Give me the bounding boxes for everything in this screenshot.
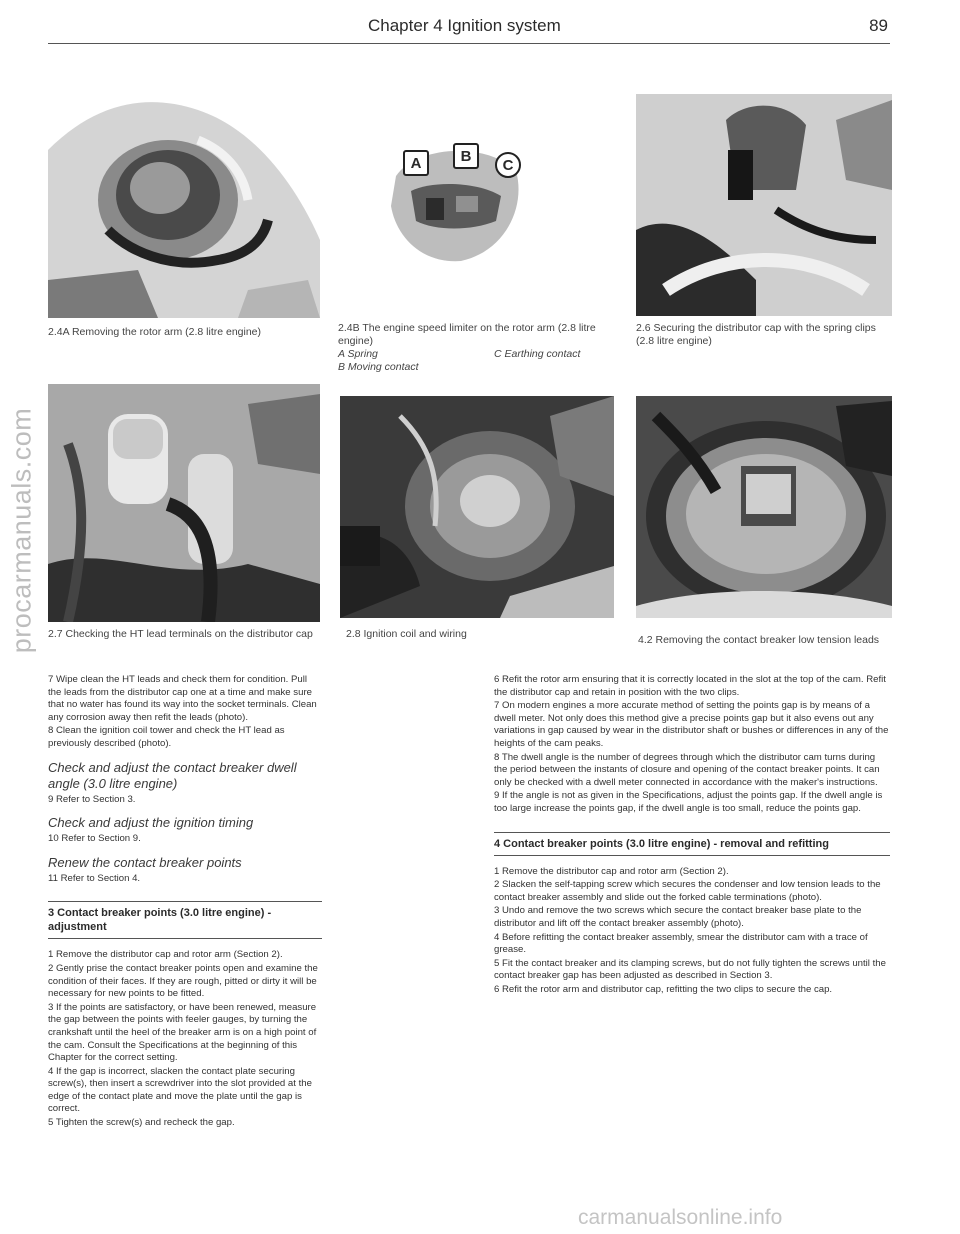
s4-para-3: 3 Undo and remove the two screws which secure the contact breaker base plate to the distributor and lift off the contact breaker assembly (photo). bbox=[494, 905, 862, 929]
caption-2-4b bbox=[338, 322, 614, 374]
r-para-9: 9 If the angle is not as given in the Specifications, adjust the points gap. If the dwell angle is too large increase the points gap, if the dwell angle is too small, reduce the points gap. bbox=[494, 790, 883, 814]
caption-4-2: 4.2 Removing the contact breaker low tension leads bbox=[638, 634, 880, 646]
s3-para-3: 3 If the points are satisfactory, or have been renewed, measure the gap between the points with feeler gauges, by turning the crankshaft until the heel of the breaker arm is on a high point of the cam. Consult the Specifications at the beginning of this Chapter for the correct setting. bbox=[48, 1001, 317, 1064]
r-para-8: 8 The dwell angle is the number of degrees through which the distributor cam turns during the period between the instants of closure and opening of the contact breaker points. It can only be checked with a dwell meter connected in accordance with the maker's instructions. bbox=[494, 751, 880, 788]
photo-removing-rotor-arm bbox=[48, 80, 320, 318]
left-column bbox=[48, 674, 322, 1131]
subheading-ignition-timing: Check and adjust the ignition timing bbox=[48, 815, 254, 831]
legend-b: B Moving contact bbox=[338, 361, 419, 373]
subheading-renew-points: Renew the contact breaker points bbox=[48, 854, 242, 870]
para-10: 10 Refer to Section 9. bbox=[48, 833, 141, 845]
r-para-6: 6 Refit the rotor arm ensuring that it is correctly located in the slot at the top of the cam. Refit the distributor cap and retain in position with the two clips. bbox=[494, 674, 886, 698]
para-7: 7 Wipe clean the HT leads and check them for condition. Pull the leads from the distributor cap one at a time and make sure that no water has found its way into the socket terminals. Clean any corrosion away then refit the leads (photo). bbox=[48, 674, 317, 723]
photo-ht-lead-terminals bbox=[48, 384, 320, 622]
caption-2-7: 2.7 Checking the HT lead terminals on the distributor cap bbox=[48, 628, 313, 640]
legend-a: A Spring bbox=[338, 348, 378, 360]
chapter-title: Chapter 4 Ignition system bbox=[368, 16, 561, 35]
s3-para-1: 1 Remove the distributor cap and rotor arm (Section 2). bbox=[48, 949, 283, 961]
photo-contact-breaker-leads bbox=[636, 396, 892, 618]
caption-2-6: 2.6 Securing the distributor cap with the spring clips (2.8 litre engine) bbox=[636, 322, 876, 347]
header-rule bbox=[48, 43, 890, 44]
label-c: C bbox=[495, 152, 521, 178]
legend-c: C Earthing contact bbox=[494, 348, 581, 360]
page-header bbox=[48, 16, 888, 42]
page-number: 89 bbox=[869, 16, 888, 35]
side-watermark: procarmanuals.com bbox=[6, 407, 37, 653]
s3-para-5: 5 Tighten the screw(s) and recheck the gap. bbox=[48, 1117, 235, 1129]
photo-ignition-coil bbox=[340, 396, 614, 618]
caption-2-4b-text: 2.4B The engine speed limiter on the rotor arm (2.8 litre engine) bbox=[338, 322, 596, 347]
r-para-7: 7 On modern engines a more accurate method of setting the points gap is by means of a dwell meter. Not only does this method give a precise points gap but it also evens out any variations in gap caused by wear in the distributor shaft or bushes or differences in any of the heights of the cam peaks. bbox=[494, 700, 889, 749]
para-11: 11 Refer to Section 4. bbox=[48, 872, 141, 884]
s3-para-4: 4 If the gap is incorrect, slacken the contact plate securing screw(s), then insert a screwdriver into the slot provided at the edge of the contact plate and move the plate until the gap is correct. bbox=[48, 1065, 312, 1115]
s3-para-2: 2 Gently prise the contact breaker points open and examine the condition of their faces. If they are rough, pitted or dirty it will be necessary for new points to be fitted. bbox=[48, 962, 318, 1000]
subheading-dwell-angle: Check and adjust the contact breaker dwell angle (3.0 litre engine) bbox=[48, 759, 297, 791]
caption-2-4a: 2.4A Removing the rotor arm (2.8 litre engine) bbox=[48, 326, 262, 338]
s4-para-4: 4 Before refitting the contact breaker assembly, smear the distributor cam with a trace of grease. bbox=[494, 931, 868, 956]
section-3-heading: 3 Contact breaker points (3.0 litre engine) - adjustment bbox=[48, 901, 322, 939]
s4-para-5: 5 Fit the contact breaker and its clamping screws, but do not fully tighten the screws until the contact breaker gap has been adjusted as described in Section 3. bbox=[494, 957, 886, 982]
bottom-watermark: carmanualsonline.info bbox=[578, 1206, 783, 1229]
s4-para-1: 1 Remove the distributor cap and rotor arm (Section 2). bbox=[494, 865, 729, 877]
section-4-heading: 4 Contact breaker points (3.0 litre engine) - removal and refitting bbox=[494, 832, 890, 856]
para-8: 8 Clean the ignition coil tower and check the HT lead as previously described (photo). bbox=[48, 725, 285, 749]
right-column bbox=[494, 674, 890, 997]
para-9: 9 Refer to Section 3. bbox=[48, 793, 136, 805]
photo-distributor-cap-clips bbox=[636, 80, 892, 316]
s4-para-6: 6 Refit the rotor arm and distributor cap, refitting the two clips to secure the cap. bbox=[494, 983, 833, 995]
s4-para-2: 2 Slacken the self-tapping screw which secures the condenser and low tension leads to the contact breaker assembly and slide out the forked cable terminations (photo). bbox=[494, 879, 881, 903]
label-a: A bbox=[403, 150, 429, 176]
caption-2-8: 2.8 Ignition coil and wiring bbox=[346, 628, 467, 640]
label-b: B bbox=[453, 143, 479, 169]
